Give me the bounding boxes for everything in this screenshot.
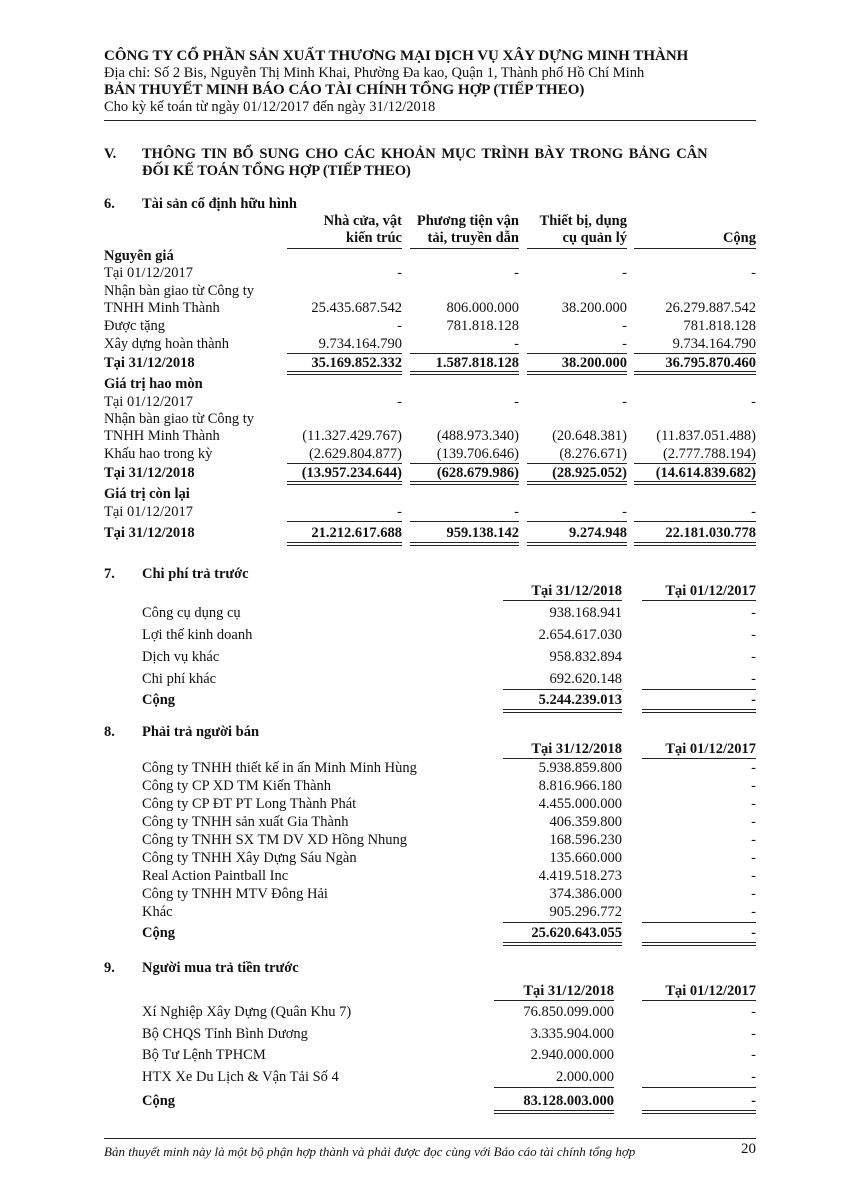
value-cell: - — [622, 394, 627, 410]
row-label: Xây dựng hoàn thành — [104, 336, 230, 352]
value-current: 692.620.148 — [549, 671, 622, 687]
column-header-line1: Phương tiện vận — [416, 213, 519, 229]
section-v-number: V. — [104, 146, 117, 162]
total-label: Cộng — [142, 1092, 176, 1109]
sum-line — [410, 463, 519, 464]
total-label: Cộng — [142, 925, 176, 941]
value-current: 2.000.000 — [556, 1068, 614, 1085]
column-header-line1: Thiết bị, dụng — [539, 213, 627, 229]
customer-item: Bộ CHQS Tỉnh Bình Dương — [142, 1025, 308, 1042]
company-name: CÔNG TY CỔ PHẦN SẢN XUẤT THƯƠNG MẠI DỊCH VỤ XÂY DỰNG MINH THÀNH — [104, 48, 689, 64]
row-label: Tại 31/12/2018 — [104, 465, 195, 481]
double-underline — [410, 371, 519, 375]
value-cell: 21.212.617.688 — [311, 525, 402, 541]
value-current: 135.660.000 — [549, 850, 622, 866]
value-cell: 806.000.000 — [446, 300, 519, 316]
column-header-line1: Nhà cửa, vật — [323, 213, 402, 229]
value-current: 958.832.894 — [549, 649, 622, 665]
column-header-underline — [642, 758, 756, 759]
total-prior: - — [751, 1092, 756, 1109]
sum-line — [634, 353, 756, 354]
sum-line — [287, 463, 402, 464]
report-period: Cho kỳ kế toán từ ngày 01/12/2017 đến ngày 31/12/2018 — [104, 99, 436, 115]
page-number: 20 — [741, 1141, 756, 1157]
group-cost: Nguyên giá — [104, 248, 174, 264]
value-cell: 38.200.000 — [561, 300, 627, 316]
double-underline — [503, 942, 622, 946]
sum-line — [642, 1087, 756, 1088]
double-underline — [527, 542, 627, 546]
row-label: Tại 01/12/2017 — [104, 394, 194, 410]
value-prior: - — [751, 814, 756, 830]
value-prior: - — [751, 886, 756, 902]
note7-title: Chi phí trả trước — [142, 566, 249, 582]
group-depreciation: Giá trị hao mòn — [104, 376, 203, 392]
value-cell: (488.973.340) — [436, 428, 519, 444]
value-cell: - — [514, 336, 519, 352]
section-v-title-line1: THÔNG TIN BỔ SUNG CHO CÁC KHOẢN MỤC TRÌNH BÀY TRONG BẢNG CÂN — [142, 146, 708, 162]
prepaid-item: Lợi thế kinh doanh — [142, 627, 253, 643]
header-divider — [104, 120, 756, 121]
value-current: 4.419.518.273 — [538, 868, 622, 884]
value-cell: - — [514, 265, 519, 281]
row-label: Tại 31/12/2018 — [104, 525, 195, 541]
value-cell: 781.818.128 — [446, 318, 519, 334]
sum-line — [287, 521, 402, 522]
column-header-current: Tại 31/12/2018 — [523, 983, 614, 999]
value-cell: - — [397, 504, 402, 520]
sum-line — [410, 353, 519, 354]
value-current: 3.335.904.000 — [530, 1025, 614, 1042]
value-prior: - — [751, 627, 756, 643]
column-header-underline — [287, 248, 402, 249]
row-label: Tại 01/12/2017 — [104, 265, 194, 281]
column-header-prior: Tại 01/12/2017 — [665, 983, 756, 999]
value-cell: 22.181.030.778 — [665, 525, 756, 541]
double-underline — [410, 542, 519, 546]
total-current: 83.128.003.000 — [523, 1092, 614, 1109]
value-current: 374.386.000 — [549, 886, 622, 902]
total-prior: - — [751, 925, 756, 941]
row-label: Tại 01/12/2017 — [104, 504, 194, 520]
footer-note: Bản thuyết minh này là một bộ phận hợp thành và phải được đọc cùng với Báo cáo tài chính tổng hợp — [104, 1144, 636, 1159]
sum-line — [503, 922, 622, 923]
total-current: 5.244.239.013 — [538, 692, 622, 708]
note6-title: Tài sản cố định hữu hình — [142, 196, 297, 212]
value-cell: - — [514, 504, 519, 520]
value-cell: - — [622, 504, 627, 520]
value-cell: 9.274.948 — [569, 525, 627, 541]
sum-line — [527, 521, 627, 522]
sum-line — [410, 521, 519, 522]
supplier-item: Công ty TNHH SX TM DV XD Hồng Nhung — [142, 832, 408, 848]
value-current: 8.816.966.180 — [538, 778, 622, 794]
total-label: Cộng — [142, 692, 176, 708]
sum-line — [503, 689, 622, 690]
value-cell: 959.138.142 — [446, 525, 519, 541]
sum-line — [287, 353, 402, 354]
column-header-prior: Tại 01/12/2017 — [665, 741, 756, 757]
supplier-item: Khác — [142, 904, 173, 920]
double-underline — [634, 542, 756, 546]
total-current: 25.620.643.055 — [531, 925, 622, 941]
sum-line — [634, 521, 756, 522]
supplier-item: Công ty TNHH thiết kế in ấn Minh Minh Hùng — [142, 760, 417, 776]
value-current: 938.168.941 — [549, 605, 622, 621]
double-underline — [287, 542, 402, 546]
column-header-underline — [494, 1000, 614, 1001]
column-header-underline — [503, 758, 622, 759]
report-title: BẢN THUYẾT MINH BÁO CÁO TÀI CHÍNH TỔNG HỢP (TIẾP THEO) — [104, 82, 585, 98]
value-prior: - — [751, 832, 756, 848]
sum-line — [642, 922, 756, 923]
section-v-title-line2: ĐỐI KẾ TOÁN TỔNG HỢP (TIẾP THEO) — [142, 163, 411, 179]
customer-item: Xí Nghiệp Xây Dựng (Quân Khu 7) — [142, 1004, 352, 1020]
column-header-underline — [527, 248, 627, 249]
value-cell: (2.629.804.877) — [308, 446, 402, 462]
double-underline — [634, 371, 756, 375]
supplier-item: Công ty TNHH sản xuất Gia Thành — [142, 814, 349, 830]
note9-title: Người mua trả tiền trước — [142, 960, 299, 976]
column-header-line2: tải, truyền dẫn — [427, 230, 519, 246]
row-label: Nhận bàn giao từ Công ty — [104, 283, 255, 299]
column-header-current: Tại 31/12/2018 — [531, 741, 622, 757]
note8-title: Phải trả người bán — [142, 724, 260, 740]
value-current: 168.596.230 — [549, 832, 622, 848]
note7-number: 7. — [104, 566, 115, 582]
value-cell: (628.679.986) — [436, 465, 519, 481]
footer-divider — [104, 1138, 756, 1139]
double-underline — [642, 942, 756, 946]
value-prior: - — [751, 796, 756, 812]
value-cell: 1.587.818.128 — [435, 355, 519, 371]
value-cell: - — [397, 318, 402, 334]
supplier-item: Công ty CP XD TM Kiến Thành — [142, 778, 332, 794]
value-cell: - — [514, 394, 519, 410]
double-underline — [642, 709, 756, 713]
value-prior: - — [751, 1047, 756, 1063]
sum-line — [527, 353, 627, 354]
supplier-item: Công ty TNHH MTV Đông Hải — [142, 886, 328, 902]
row-label: Được tặng — [104, 318, 166, 334]
row-label: TNHH Minh Thành — [104, 428, 220, 444]
value-cell: - — [622, 336, 627, 352]
value-cell: (13.957.234.644) — [301, 465, 402, 481]
total-prior: - — [751, 692, 756, 708]
value-current: 4.455.000.000 — [538, 796, 622, 812]
row-label: TNHH Minh Thành — [104, 300, 220, 316]
value-current: 406.359.800 — [549, 814, 622, 830]
column-header-current: Tại 31/12/2018 — [531, 583, 622, 599]
value-prior: - — [751, 605, 756, 621]
value-cell: - — [622, 318, 627, 334]
column-header-underline — [410, 248, 519, 249]
column-header-underline — [642, 600, 756, 601]
value-cell: - — [622, 265, 627, 281]
double-underline — [287, 371, 402, 375]
supplier-item: Real Action Paintball Inc — [142, 868, 289, 884]
value-cell: 9.734.164.790 — [672, 336, 756, 352]
double-underline — [503, 709, 622, 713]
column-header-line2: cụ quản lý — [562, 230, 627, 246]
row-label: Nhận bàn giao từ Công ty — [104, 411, 255, 427]
value-prior: - — [751, 1025, 756, 1042]
sum-line — [634, 463, 756, 464]
value-cell: 36.795.870.460 — [665, 355, 756, 371]
value-cell: 9.734.164.790 — [318, 336, 402, 352]
customer-item: Bộ Tư Lệnh TPHCM — [142, 1047, 266, 1063]
value-cell: (139.706.646) — [436, 446, 519, 462]
double-underline — [410, 481, 519, 485]
prepaid-item: Dịch vụ khác — [142, 649, 220, 665]
column-header-underline — [642, 1000, 756, 1001]
column-header-line2: kiến trúc — [346, 230, 402, 246]
group-net-value: Giá trị còn lại — [104, 486, 190, 502]
column-header-line2: Cộng — [722, 230, 756, 246]
note8-number: 8. — [104, 724, 115, 740]
value-current: 76.850.099.000 — [523, 1004, 614, 1020]
value-prior: - — [751, 850, 756, 866]
double-underline — [634, 481, 756, 485]
value-prior: - — [751, 671, 756, 687]
supplier-item: Công ty TNHH Xây Dựng Sáu Ngàn — [142, 850, 357, 866]
value-cell: (11.837.051.488) — [656, 428, 756, 444]
double-underline — [287, 481, 402, 485]
value-prior: - — [751, 778, 756, 794]
double-underline — [527, 371, 627, 375]
value-current: 2.654.617.030 — [538, 627, 622, 643]
value-cell: 26.279.887.542 — [665, 300, 756, 316]
note9-number: 9. — [104, 960, 115, 976]
column-header-underline — [503, 600, 622, 601]
value-cell: (14.614.839.682) — [655, 465, 756, 481]
note6-number: 6. — [104, 196, 115, 212]
double-underline — [527, 481, 627, 485]
value-current: 5.938.859.800 — [538, 760, 622, 776]
value-cell: (11.327.429.767) — [302, 428, 402, 444]
double-underline — [642, 1110, 756, 1114]
sum-line — [527, 463, 627, 464]
value-cell: (2.777.788.194) — [662, 446, 756, 462]
column-header-underline — [634, 248, 756, 249]
double-underline — [494, 1110, 614, 1114]
value-prior: - — [751, 904, 756, 920]
value-cell: (20.648.381) — [552, 428, 627, 444]
value-prior: - — [751, 649, 756, 665]
sum-line — [494, 1087, 614, 1088]
value-cell: 38.200.000 — [561, 355, 627, 371]
row-label: Khấu hao trong kỳ — [104, 446, 213, 462]
value-cell: 781.818.128 — [683, 318, 756, 334]
sum-line — [642, 689, 756, 690]
supplier-item: Công ty CP ĐT PT Long Thành Phát — [142, 796, 357, 812]
value-current: 2.940.000.000 — [530, 1047, 614, 1063]
value-cell: (8.276.671) — [559, 446, 627, 462]
value-cell: 25.435.687.542 — [311, 300, 402, 316]
value-prior: - — [751, 1004, 756, 1020]
value-cell: (28.925.052) — [552, 465, 627, 481]
value-cell: - — [751, 265, 756, 281]
row-label: Tại 31/12/2018 — [104, 355, 195, 371]
value-cell: - — [397, 394, 402, 410]
value-prior: - — [751, 1068, 756, 1085]
value-current: 905.296.772 — [549, 904, 622, 920]
company-address: Địa chỉ: Số 2 Bis, Nguyễn Thị Minh Khai, Phường Đa kao, Quận 1, Thành phố Hồ Chí Minh — [104, 65, 645, 81]
value-cell: 35.169.852.332 — [311, 355, 402, 371]
customer-item: HTX Xe Du Lịch & Vận Tải Số 4 — [142, 1068, 339, 1085]
column-header-prior: Tại 01/12/2017 — [665, 583, 756, 599]
value-prior: - — [751, 868, 756, 884]
value-prior: - — [751, 760, 756, 776]
prepaid-item: Công cụ dụng cụ — [142, 605, 241, 621]
prepaid-item: Chi phí khác — [142, 671, 217, 687]
value-cell: - — [751, 394, 756, 410]
value-cell: - — [751, 504, 756, 520]
value-cell: - — [397, 265, 402, 281]
